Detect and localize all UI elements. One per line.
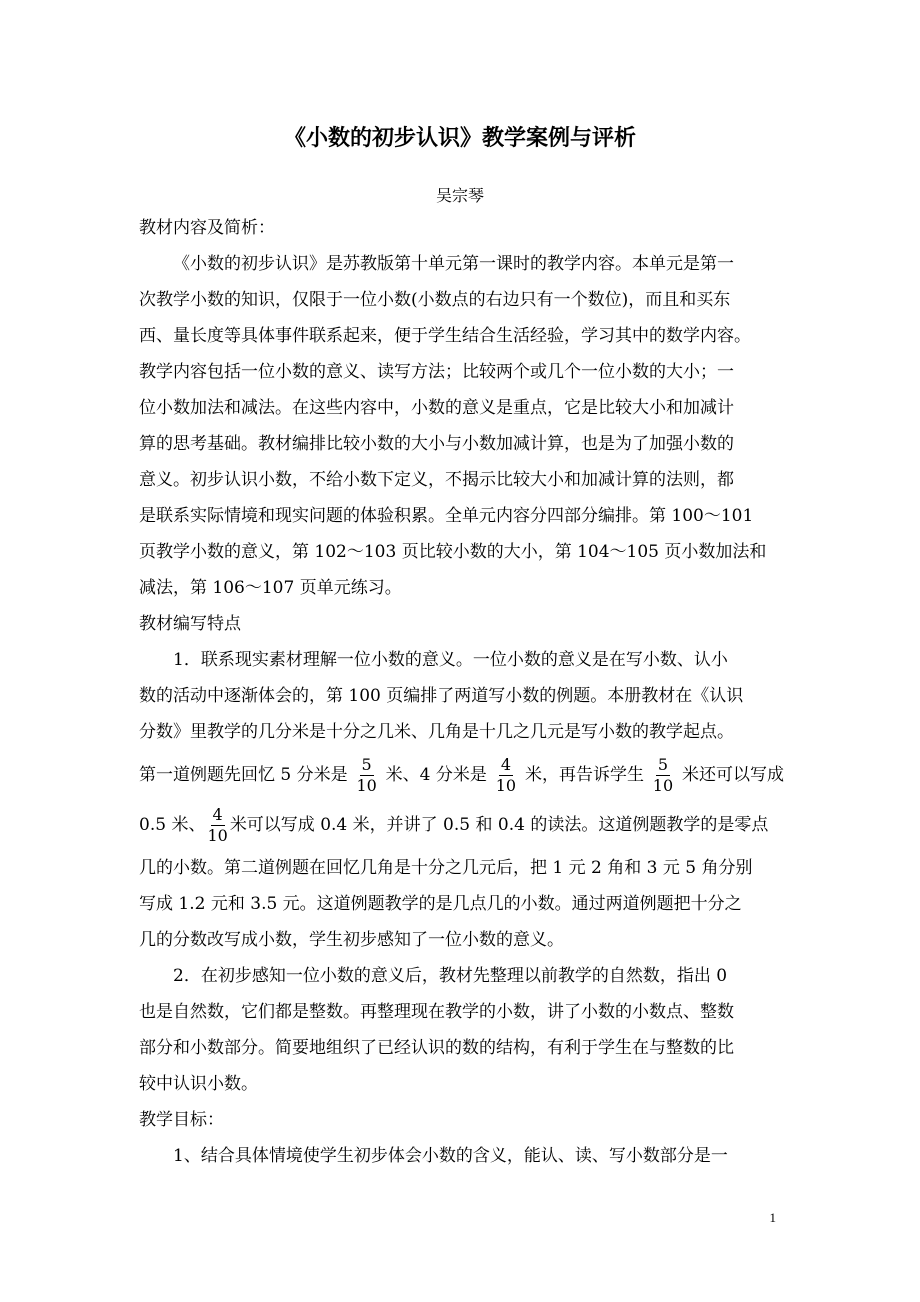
paragraph-line: 算的思考基础。教材编排比较小数的大小与小数加减计算，也是为了加强小数的 [139,434,734,454]
section-heading-features: 教材编写特点 [139,614,241,634]
fraction-numerator: 5 [657,754,669,774]
fraction-denominator: 10 [652,775,674,795]
paragraph-line: 位小数加法和减法。在这些内容中，小数的意义是重点，它是比较大小和加减计 [139,398,734,418]
paragraph-line: 意义。初步认识小数，不给小数下定义，不揭示比较大小和加减计算的法则，都 [139,470,734,490]
text-segment: 米，再告诉学生 [524,765,644,785]
paragraph-line: 几的小数。第二道例题在回忆几角是十分之几元后，把 1 元 2 角和 3 元 5 角分别 [139,858,753,878]
fraction-denominator: 10 [207,825,228,845]
paragraph-line: 2．在初步感知一位小数的意义后，教材先整理以前教学的自然数，指出 0 [173,966,728,986]
fraction-numerator: 4 [212,804,223,824]
fraction-four-tenths [207,804,228,845]
fraction-five-tenths [652,754,674,795]
paragraph-line: 减法，第 106～107 页单元练习。 [139,578,402,598]
paragraph-line: 数的活动中逐渐体会的，第 100 页编排了两道写小数的例题。本册教材在《认识 [139,686,744,706]
fraction-denominator: 10 [495,775,517,795]
text-segment: 米还可以写成 [682,765,784,785]
paragraph-line: 部分和小数部分。简要地组织了已经认识的数的结构，有利于学生在与整数的比 [139,1038,734,1058]
fraction-numerator: 5 [361,754,372,774]
paragraph-line: 写成 1.2 元和 3.5 元。这道例题教学的是几点几的小数。通过两道例题把十分之 [139,894,742,914]
fraction-numerator: 4 [500,754,512,774]
document-body [139,210,784,1174]
paragraph-line: 几的分数改写成小数，学生初步感知了一位小数的意义。 [139,930,564,950]
paragraph-line: 次教学小数的知识，仅限于一位小数(小数点的右边只有一个数位)，而且和买东 [139,290,731,310]
section-heading-goals: 教学目标： [139,1110,224,1130]
paragraph-line: 也是自然数，它们都是整数。再整理现在教学的小数，讲了小数的小数点、整数 [139,1002,734,1022]
text-segment: 米、4 分米是 [385,765,487,785]
paragraph-line: 较中认识小数。 [139,1074,258,1094]
fraction-five-tenths [356,754,377,795]
text-segment: 米可以写成 0.4 米，并讲了 0.5 和 0.4 的读法。这道例题教学的是零点 [229,815,769,835]
text-segment: 第一道例题先回忆 5 分米是 [139,765,348,785]
text-segment: 0.5 米、 [139,815,206,835]
page-number: 1 [769,1210,776,1225]
paragraph-line: 分数》里教学的几分米是十分之几米、几角是十几之几元是写小数的教学起点。 [139,722,734,742]
paragraph-line: 教学内容包括一位小数的意义、读写方法；比较两个或几个一位小数的大小；一 [139,362,734,382]
fraction-denominator: 10 [356,775,377,795]
paragraph-line-with-fractions [139,750,784,800]
section-heading-material: 教材内容及简析： [139,218,275,238]
paragraph-line: 1．联系现实素材理解一位小数的意义。一位小数的意义是在写小数、认小 [173,650,728,670]
paragraph-line: 页教学小数的意义，第 102～103 页比较小数的大小，第 104～105 页小数加法和 [139,542,767,562]
document-title: 《小数的初步认识》教学案例与评析 [283,126,636,151]
author-name: 吴宗琴 [435,186,484,205]
paragraph-line: 西、量长度等具体事件联系起来，便于学生结合生活经验，学习其中的数学内容。 [139,326,751,346]
paragraph-line: 是联系实际情境和现实问题的体验积累。全单元内容分四部分编排。第 100～101 [139,506,754,526]
paragraph-line: 1、结合具体情境使学生初步体会小数的含义，能认、读、写小数部分是一 [173,1146,728,1166]
paragraph-line-with-fractions [139,800,784,850]
fraction-four-tenths [495,754,517,795]
paragraph-line: 《小数的初步认识》是苏教版第十单元第一课时的教学内容。本单元是第一 [173,254,734,274]
